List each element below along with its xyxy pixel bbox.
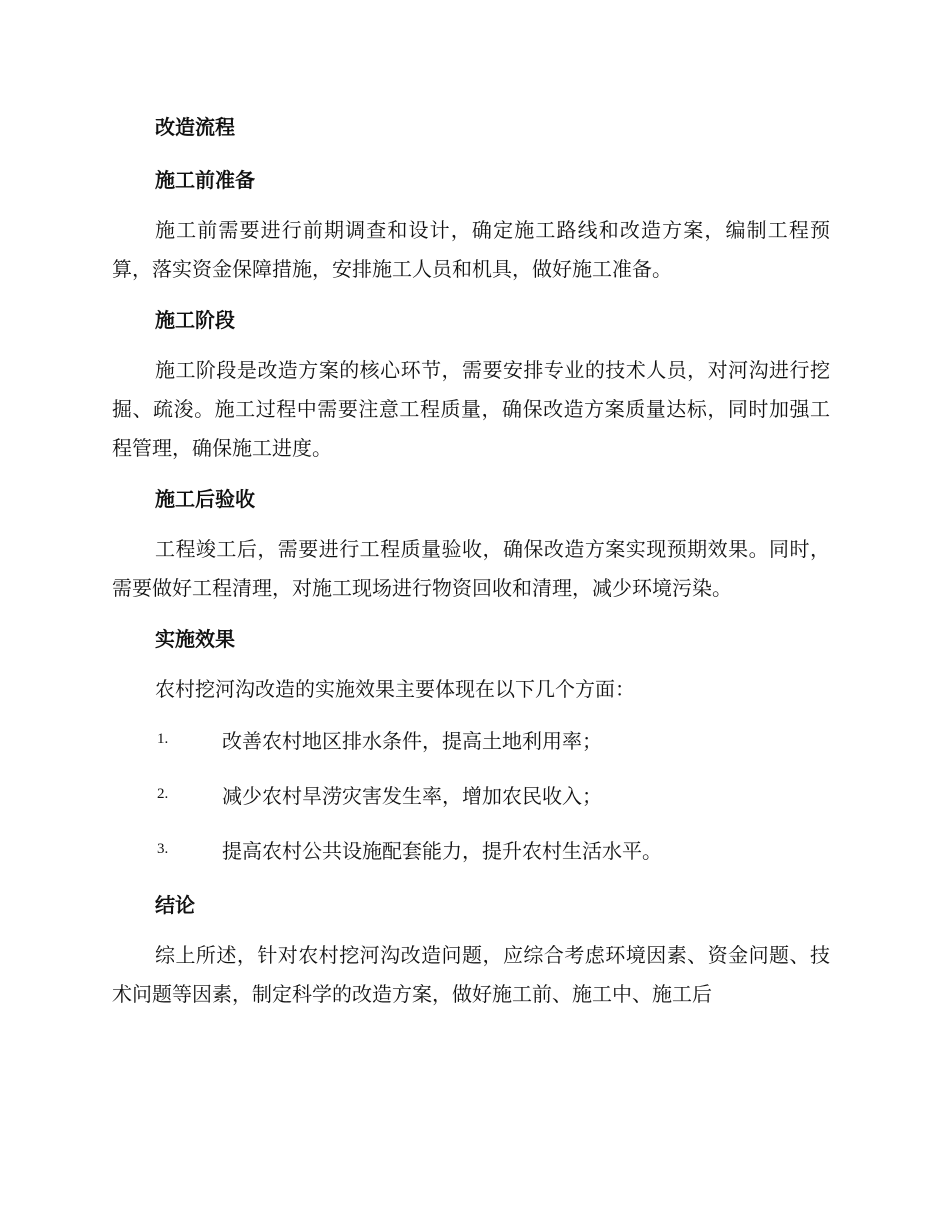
- effect-list: [112, 712, 830, 877]
- conclusion-paragraph: 综上所述，针对农村挖河沟改造问题，应综合考虑环境因素、资金问题、技术问题等因素，制定科学的改造方案，做好施工前、施工中、施工后: [112, 943, 830, 1006]
- prep-paragraph: 施工前需要进行前期调查和设计，确定施工路线和改造方案，编制工程预算，落实资金保障措施，安排施工人员和机具，做好施工准备。: [112, 218, 830, 281]
- stage-heading: 施工阶段: [155, 308, 235, 332]
- list-number: 1.: [157, 731, 169, 747]
- list-text: 提高农村公共设施配套能力，提升农村生活水平。: [222, 839, 662, 863]
- list-item: [112, 712, 830, 767]
- stage-paragraph: 施工阶段是改造方案的核心环节，需要安排专业的技术人员，对河沟进行挖掘、疏浚。施工过程中需要注意工程质量，确保改造方案质量达标，同时加强工程管理，确保施工进度。: [112, 358, 830, 460]
- accept-heading: 施工后验收: [155, 487, 255, 511]
- conclusion-heading: 结论: [155, 893, 195, 917]
- accept-paragraph: 工程竣工后，需要进行工程质量验收，确保改造方案实现预期效果。同时，需要做好工程清理，对施工现场进行物资回收和清理，减少环境污染。: [112, 537, 830, 600]
- list-item: [112, 767, 830, 822]
- list-text: 改善农村地区排水条件，提高土地利用率；: [222, 729, 602, 753]
- prep-heading: 施工前准备: [155, 168, 255, 192]
- section-title: 改造流程: [155, 115, 235, 139]
- list-text: 减少农村旱涝灾害发生率，增加农民收入；: [222, 784, 602, 808]
- effect-heading: 实施效果: [155, 627, 235, 651]
- effect-intro: 农村挖河沟改造的实施效果主要体现在以下几个方面：: [155, 677, 635, 701]
- list-number: 3.: [157, 841, 169, 857]
- list-item: [112, 822, 830, 877]
- document-page: [112, 102, 830, 1014]
- list-number: 2.: [157, 786, 169, 802]
